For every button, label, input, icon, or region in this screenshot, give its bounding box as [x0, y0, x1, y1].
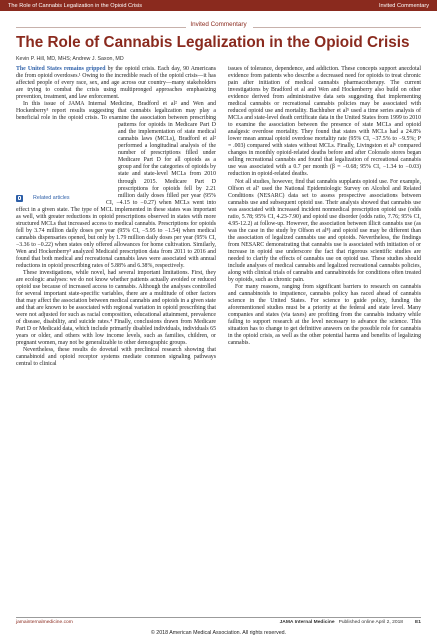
- related-articles-label: Related articles: [33, 195, 70, 202]
- column-right: [228, 66, 421, 347]
- journal-name: JAMA Internal Medicine: [279, 620, 335, 625]
- paragraph: Not all studies, however, find that cannabis supplants opioid use. For example, Olfson et al⁷ used the National Epidemiologic Survey on Alcohol and Related Conditions (NESARC) data set to assess prospective associations between cannabis use and subsequent opioid use. Their analysis showed that cannabis use was associated with increased incident nonmedical prescription opioid use (odds ratio, 5.78; 95% CI, 4.23-7.90) and opioid use disorder (odds ratio, 7.76; 95% CI, 4.95-12.2) at follow-up. However, the association between illicit cannabis use (as was the case in the study by Olfson et al⁸) and opioid use may be different than the association of legalized cannabis use and opioids. Nevertheless, the findings from NESARC demonstrating that cannabis use is associated with initiation of or increase in opioid use underscore the fact that rigorous scientific studies are needed to clarify the effects of cannabis use on opioid use. These studies should include analyses of medical cannabis and legalized recreational cannabis policies, along with clinical trials of cannabis and cannabinoids for conditions often treated by opioids, such as chronic pain.: [228, 178, 421, 283]
- paragraph-text: by the opioid crisis. Each day, 90 Americans die from opioid overdoses.¹ Owing to the incredible reach of the opioid crisis—it has affected people of every race, sex, and age across our country—many stakeholders are trying to combat the crisis using multipronged approaches emphasizing prevention, treatment, and law enforcement.: [16, 66, 217, 101]
- lead-in: The United States remains gripped: [16, 66, 106, 72]
- column-left: [16, 66, 216, 368]
- paragraph-text: opioids in Medicare Part D and the implementation of state medical cannabis laws (MCLs), Bradford et al² performed a longitudinal analysis of the number of prescriptions filled under Medicare Part D for all opioids as a group and for the categories of opioids by state and state-level MCLs from 2010 through 2015. Medicare Part D prescriptions for opioids fell by 2.21 million daily doses filled per year (95% CI, −4.15 to −0.27) when MCLs went into effect in a given state. The type of MCL implemented in these states was important as well, with greater reductions in opioid prescriptions observed in states with more structured MCLs that increased access to medical cannabis. Prescriptions for opioids fell by 3.74 million daily doses per year (95% CI, −5.95 to −1.54) when medical cannabis dispensaries opened, but only by 1.79 million daily doses per year (95% CI, −3.36 to −0.22) when states only offered allowances for home cultivation. Similarly, Wen and Hockenberry³ analyzed Medicaid prescription data from 2011 to 2016 and found that both medical and recreational cannabis laws were associated with annual reductions in opioid prescribing rates of 5.88% and 6.38%, respectively.: [16, 122, 216, 269]
- article-title: The Role of Cannabis Legalization in the Opioid Crisis: [16, 34, 410, 51]
- page-number: E1: [415, 620, 421, 625]
- paragraph: [16, 101, 216, 270]
- paragraph: For many reasons, ranging from significant barriers to research on cannabis and cannabinoids to impatience, cannabis policy has raced ahead of cannabis science in the United States. For science to guide policy, funding the aforementioned studies must be a priority at the federal and state level. Many companies and states (via taxes) are profiting from the cannabis industry while failing to support research at the level necessary to advance the science. This situation has to change to get definitive answers on the possible role for cannabis in the opioid crisis, as well as the other potential harms and benefits of legalizing cannabis.: [228, 283, 421, 347]
- paragraph: Nevertheless, these results do dovetail with preclinical research showing that cannabinoid and opioid receptor systems mediate common signaling pathways central to clinical: [16, 347, 216, 368]
- copyright-notice: © 2018 American Medical Association. All rights reserved.: [150, 630, 287, 636]
- publication-date: Published online April 2, 2018: [338, 620, 404, 625]
- article-authors: Kevin P. Hill, MD, MHS; Andrew J. Saxon, MD: [16, 56, 124, 62]
- paragraph-text: In this issue of JAMA Internal Medicine, Bradford et al² and Wen and Hockenberry³ report results suggesting that cannabis legalization may play a beneficial role in the opioid crisis. To examine the association between prescribing patterns for: [16, 101, 216, 129]
- paragraph: These investigations, while novel, had several important limitations. First, they are ecologic analyses: we do not know whether patients actually avoided or reduced opioid use because of increased access to cannabis. Although the analyses controlled for several important state-specific variables, there are a multitude of other factors that may affect the association between medical cannabis and opioids in a given state and that are known to be associated with regional variation in opioid prescribing that were not adjusted for such as racial composition, educational attainment, prevalence of disease, disability, and suicide rates.⁴ Finally, conclusions drawn from Medicare Part D or Medicaid data, which include primarily disabled individuals, individuals 65 years or older, and others with low income levels, such as families, children, or pregnant women, may not be generalizable to other demographic groups.: [16, 269, 216, 347]
- paragraph: issues of tolerance, dependence, and addiction. These concepts support anecdotal evidence from patients who describe a decreased need for opioids to treat chronic pain after initiation of medical cannabis pharmacotherapy. The current investigations by Bradford et al and Wen and Hockenberry also build on other evidence derived from administrative data sets suggesting that implementing medical cannabis or recreational cannabis policies may be associated with reduced opioid use and mortality. Bachhuber et al⁵ used a time series analysis of MCLs and state-level death certificate data in the United States from 1999 to 2010 to examine the association between the presence of state MCLs and opioid analgesic overdose mortality. They found that states with MCLs had a 24.8% lower mean annual opioid overdose mortality rate (95% CI, −37.5% to −9.5%; P = .003) compared with states without MCLs. Finally, Livingston et al⁶ compared changes in monthly opioid-related deaths before and after Colorado stores began selling recreational cannabis and found that legalization of recreational cannabis use was associated with a 0.7 per month (β = −0.68; 95% CI, −1.34 to −0.03) reduction in opioid-related deaths.: [228, 66, 421, 178]
- category-rule-right: [253, 27, 421, 28]
- related-articles-link[interactable]: [16, 195, 106, 202]
- layout-spacer: [16, 122, 118, 195]
- article-category: Invited Commentary: [190, 21, 247, 28]
- related-articles-icon: [16, 195, 23, 202]
- running-header: [0, 0, 437, 11]
- running-title: The Role of Cannabis Legalization in the Opioid Crisis: [8, 2, 143, 9]
- footer-rule: [16, 617, 421, 618]
- section-label: Invited Commentary: [378, 2, 429, 9]
- journal-url[interactable]: jamainternalmedicine.com: [16, 620, 73, 625]
- footer-info: [280, 620, 421, 625]
- paragraph: [16, 66, 216, 101]
